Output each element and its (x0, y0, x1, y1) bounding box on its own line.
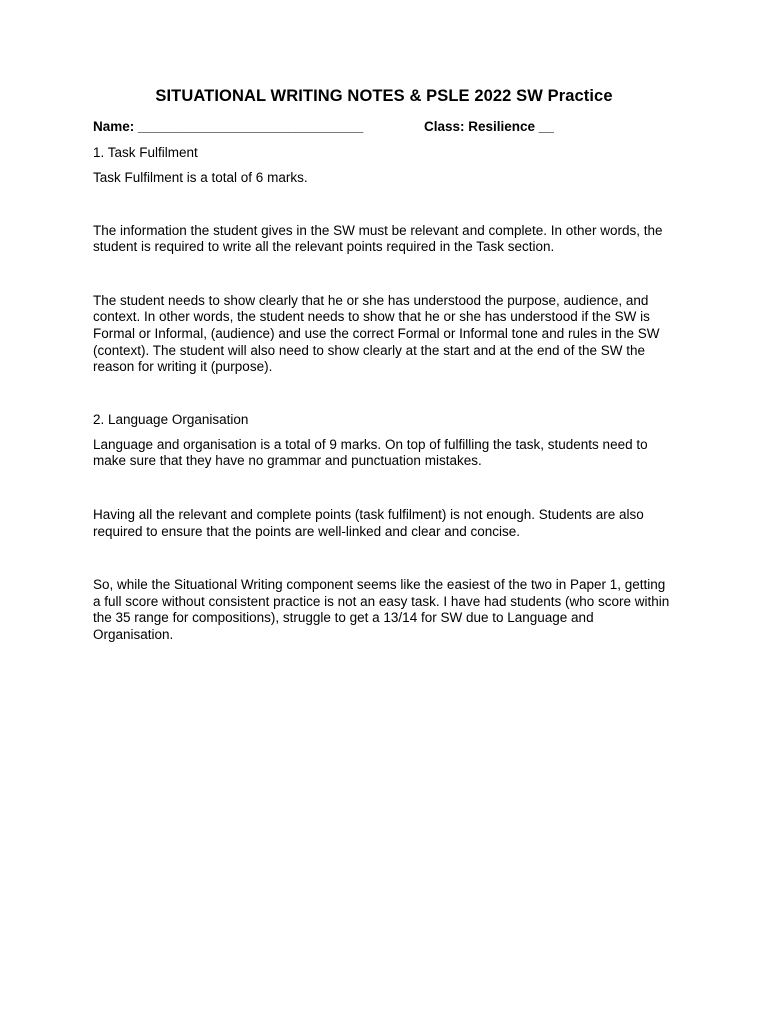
section-heading-task-fulfilment: 1. Task Fulfilment (93, 145, 198, 160)
paragraph: Having all the relevant and complete points (task fulfilment) is not enough. Students are also required to ensure that the points are well-linked and clear and concise. (93, 506, 644, 539)
paragraph: Task Fulfilment is a total of 6 marks. (93, 170, 308, 185)
paragraph: The student needs to show clearly that he or she has understood the purpose, audience, and context. In other words, the student needs to show that he or she has understood if the SW is Formal or Informal, (audience) and use the correct Formal or Informal tone and rules in the SW (context). The student will also need to show clearly at the start and at the end of the SW the reason for writing it (purpose). (93, 292, 660, 375)
page-title: SITUATIONAL WRITING NOTES & PSLE 2022 SW Practice (155, 87, 613, 105)
student-info-row (93, 118, 675, 136)
paragraph: Language and organisation is a total of 9 marks. On top of fulfilling the task, students need to make sure that they have no grammar and punctuation mistakes. (93, 436, 648, 469)
name-field: Name: ______________________________ (93, 119, 364, 134)
class-field: Class: Resilience __ (424, 119, 554, 134)
paragraph: So, while the Situational Writing component seems like the easiest of the two in Paper 1, getting a full score without consistent practice is not an easy task. I have had students (who score within the 35 range for compositions), struggle to get a 13/14 for SW due to Language and Organisation. (93, 577, 670, 642)
section-heading-language-organisation: 2. Language Organisation (93, 411, 249, 427)
paragraph: The information the student gives in the SW must be relevant and complete. In other words, the student is required to write all the relevant points required in the Task section. (93, 222, 663, 255)
